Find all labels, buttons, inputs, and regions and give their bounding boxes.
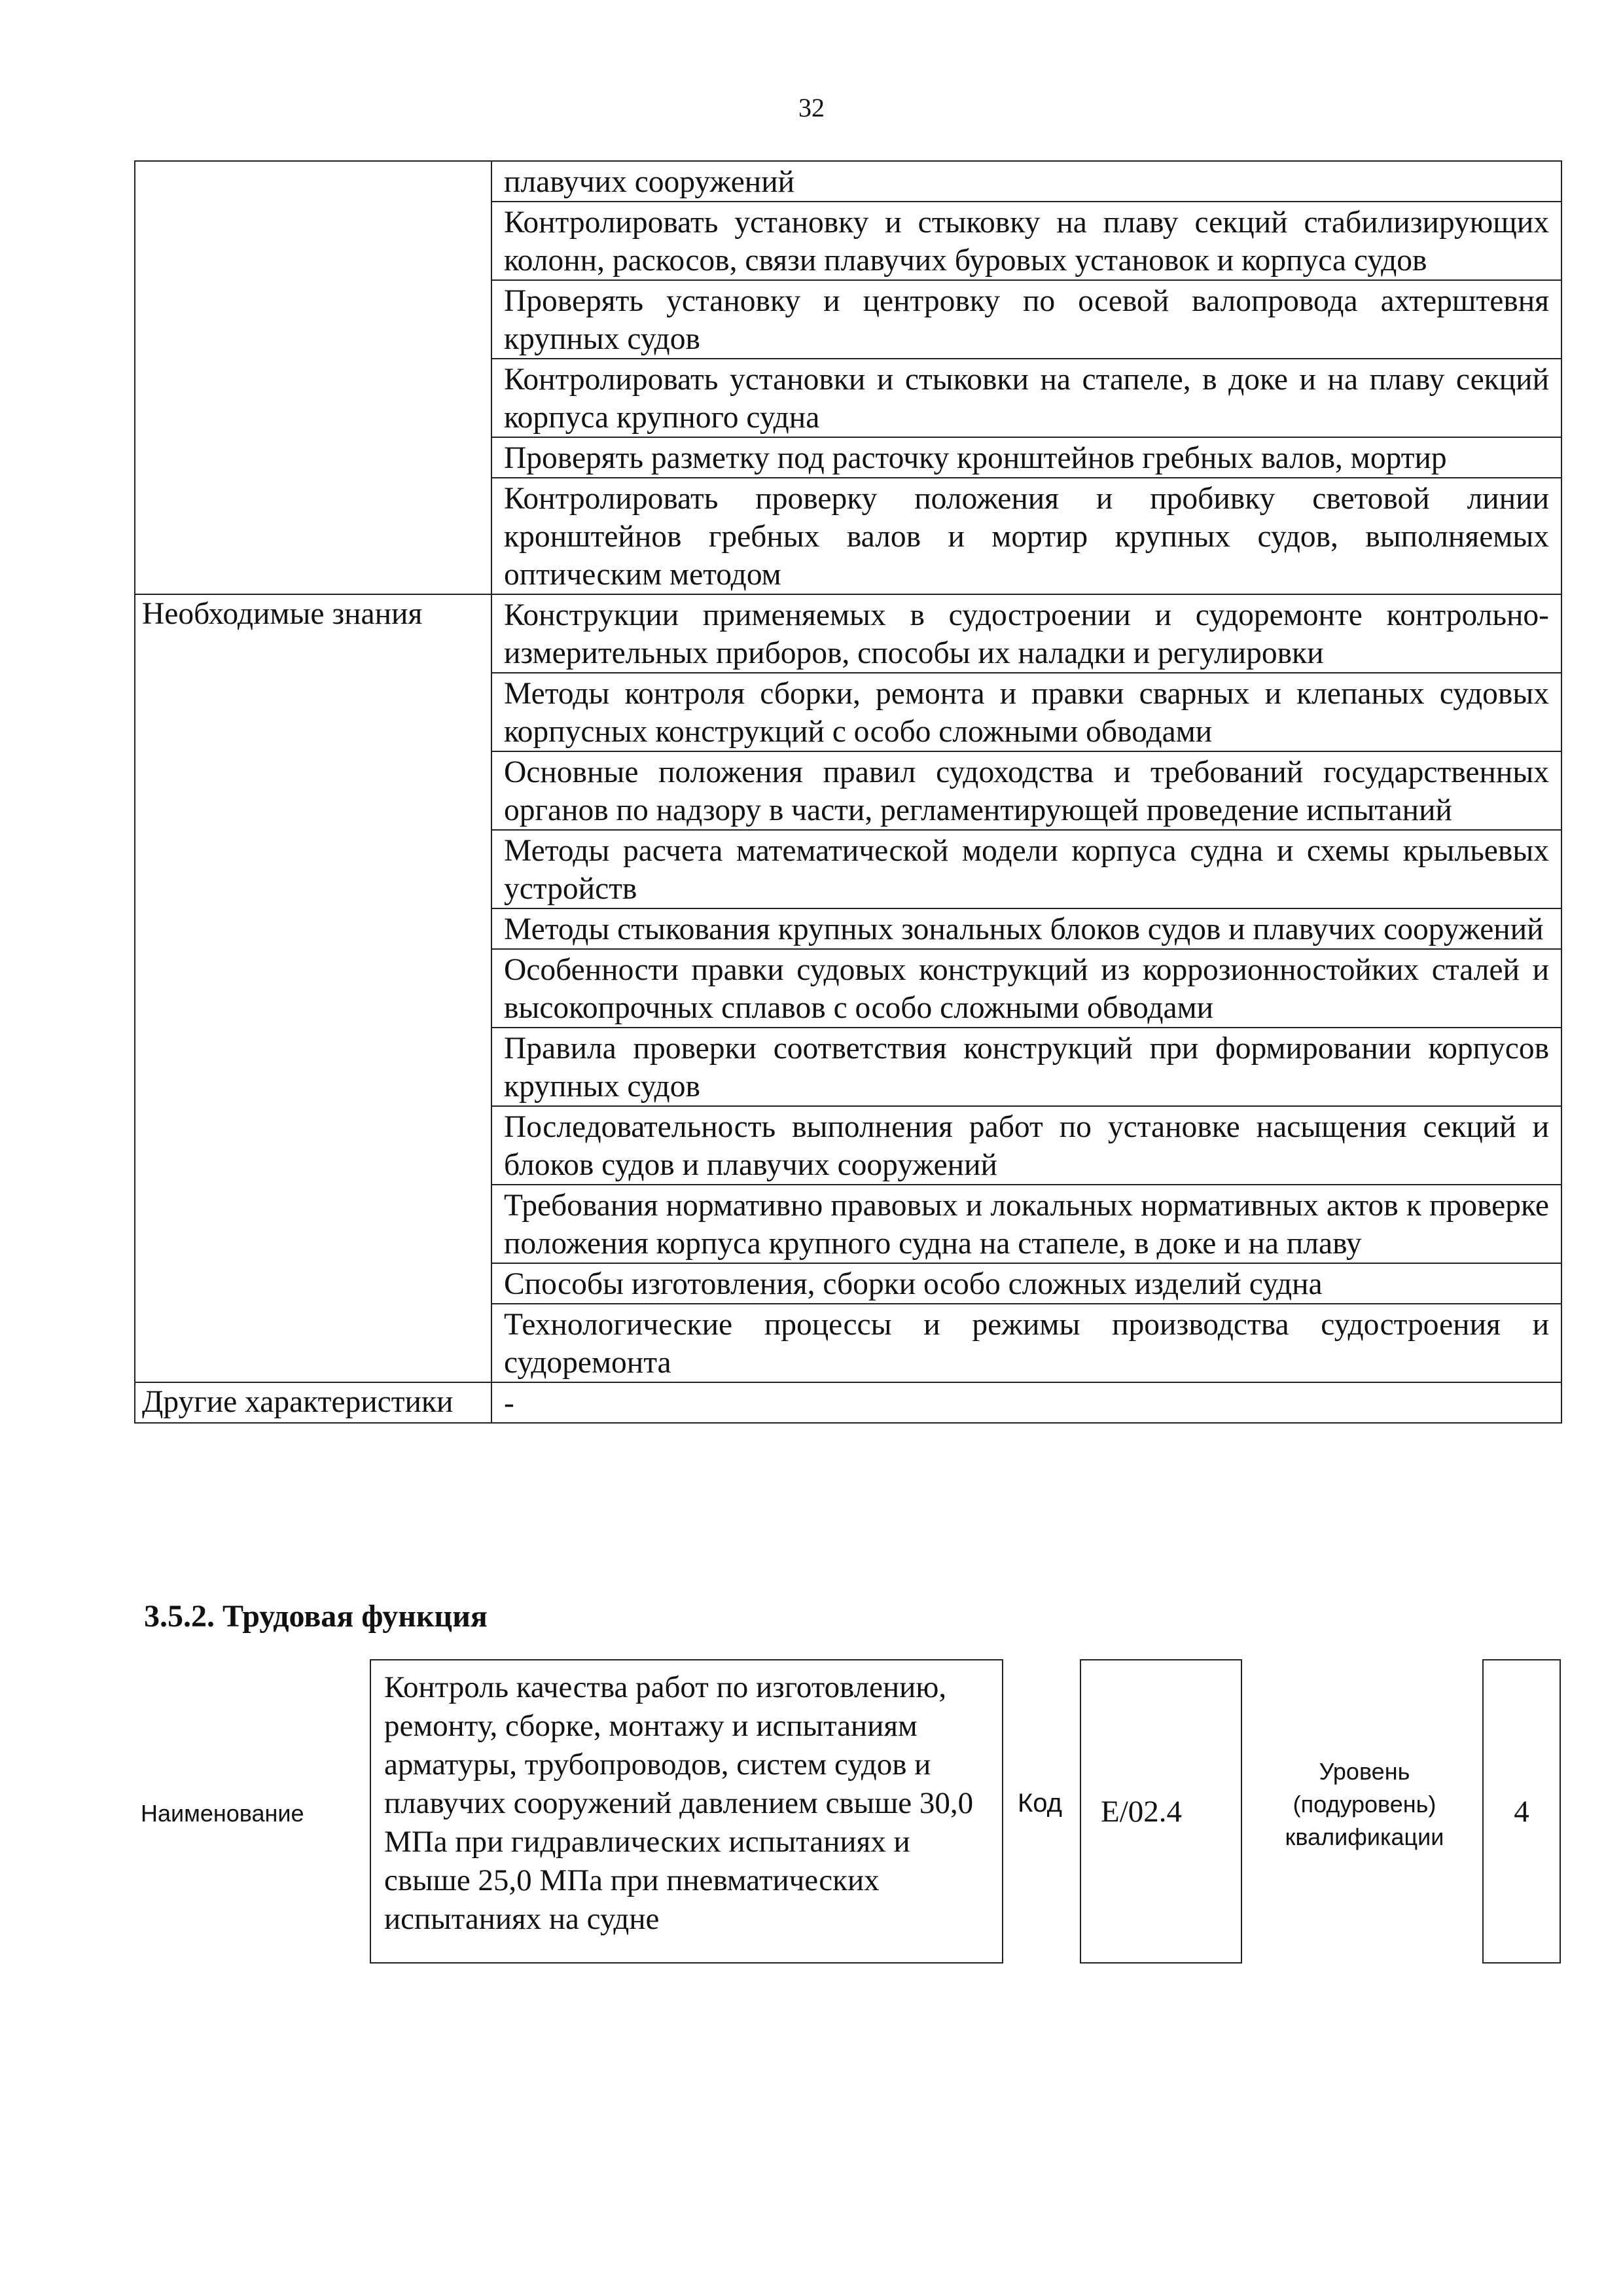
other-characteristics-label: Другие характеристики	[135, 1382, 491, 1423]
table-cell: Проверять установку и центровку по осевой валопровода ахтерштевня крупных судов	[491, 280, 1561, 359]
table-cell: Методы расчета математической модели корпуса судна и схемы крыльевых устройств	[491, 830, 1561, 908]
code-label: Код	[1018, 1789, 1063, 1818]
competency-table	[134, 160, 1562, 1424]
table-cell: Контролировать проверку положения и пробивку световой линии кронштейнов гребных валов и мортир крупных судов, выполняемых оптическим методом	[491, 478, 1561, 594]
table-cell: Основные положения правил судоходства и требований государственных органов по надзору в части, регламентирующей проведение испытаний	[491, 751, 1561, 830]
page-number: 32	[798, 93, 825, 122]
code-value-box: E/02.4	[1080, 1659, 1242, 1964]
table-cell: Правила проверки соответствия конструкций при формировании корпусов крупных судов	[491, 1028, 1561, 1106]
table-cell: плавучих сооружений	[491, 161, 1561, 202]
name-label: Наименование	[141, 1800, 304, 1827]
table-row	[135, 161, 1561, 202]
table-cell: -	[491, 1382, 1561, 1423]
section-heading: 3.5.2. Трудовая функция	[144, 1599, 488, 1634]
table-cell: Контролировать установку и стыковку на плаву секций стабилизирующих колонн, раскосов, связи плавучих буровых установок и корпуса судов	[491, 202, 1561, 280]
required-knowledge-label: Необходимые знания	[135, 594, 491, 1382]
table-cell: Проверять разметку под расточку кронштейнов гребных валов, мортир	[491, 437, 1561, 478]
table-cell: Последовательность выполнения работ по установке насыщения секций и блоков судов и плавучих сооружений	[491, 1106, 1561, 1185]
table-cell: Методы стыкования крупных зональных блоков судов и плавучих сооружений	[491, 908, 1561, 949]
table-cell: Способы изготовления, сборки особо сложных изделий судна	[491, 1263, 1561, 1304]
table-cell: Технологические процессы и режимы производства судостроения и судоремонта	[491, 1304, 1561, 1382]
table-row	[135, 594, 1561, 673]
function-name-box: Контроль качества работ по изготовлению, ремонту, сборке, монтажу и испытаниям арматуры, трубопроводов, систем судов и плавучих сооружений давлением свыше 30,0 МПа при гидравлических испытаниях и свыше 25,0 МПа при пневматических испытаниях на судне	[370, 1659, 1003, 1964]
table-cell: Требования нормативно правовых и локальных нормативных актов к проверке положения корпуса крупного судна на стапеле, в доке и на плаву	[491, 1185, 1561, 1263]
table-cell: Методы контроля сборки, ремонта и правки сварных и клепаных судовых корпусных конструкций с особо сложными обводами	[491, 673, 1561, 751]
qualification-level-box: 4	[1482, 1659, 1561, 1964]
table-cell: Особенности правки судовых конструкций из коррозионностойких сталей и высокопрочных сплавов с особо сложными обводами	[491, 949, 1561, 1028]
table-cell: Контролировать установки и стыковки на стапеле, в доке и на плаву секций корпуса крупного судна	[491, 359, 1561, 437]
qualification-level-label: Уровень (подуровень) квалификации	[1285, 1758, 1444, 1850]
table-cell: Конструкции применяемых в судостроении и судоремонте контрольно-измерительных приборов, способы их наладки и регулировки	[491, 594, 1561, 673]
table-row	[135, 1382, 1561, 1423]
row-label	[135, 161, 491, 594]
